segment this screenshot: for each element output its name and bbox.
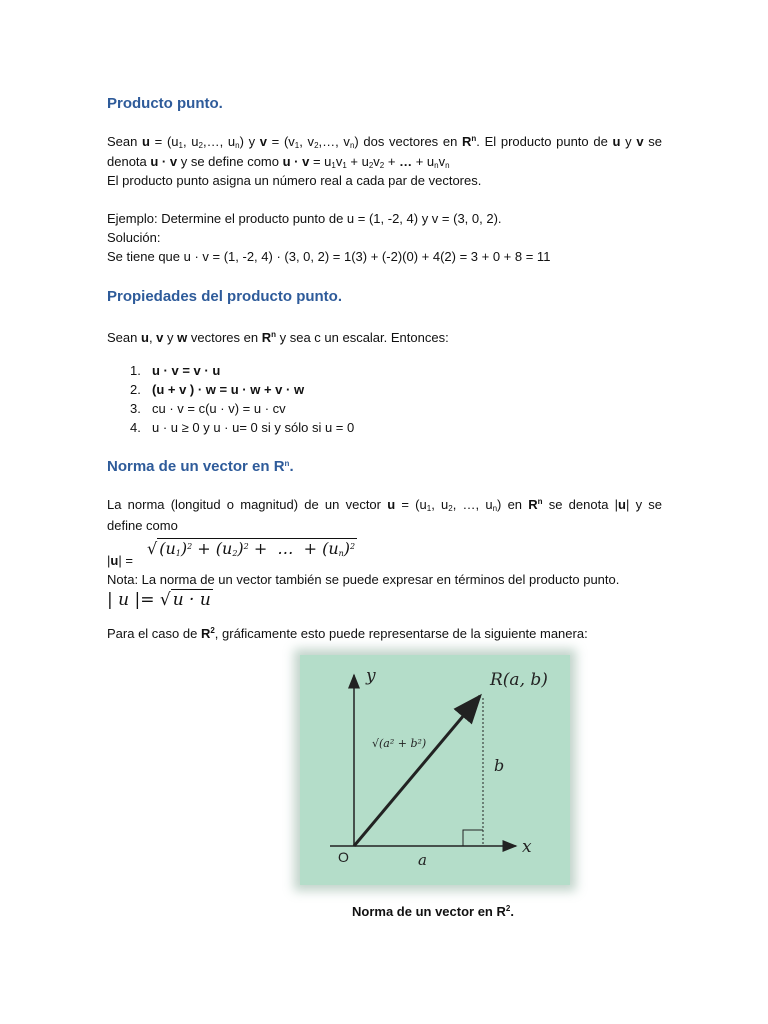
a-label: a (418, 851, 427, 869)
solution-result: Se tiene que u · v = (1, -2, 4) · (3, 0, 2) = 1(3) + (-2)(0) + 4(2) = 3 + 0 + 8 = 11 (107, 249, 551, 264)
vector-diagram (300, 655, 570, 885)
heading-norma: Norma de un vector en $R^n$. (107, 458, 294, 475)
paragraph-definition-line2: denota u · v y se define como $u \cdot v = u_1v_1 + u_2v_2$ + … + $u_nv_n$ (107, 154, 450, 170)
norm-formula: √ $(u_1)^2 + (u_2)^2$ + … + $(u_n)^2$ (147, 539, 356, 558)
solution-label: Solución: (107, 230, 161, 245)
norm-definition-line1: La norma (longitud o magnitud) de un vector $u = (u_1$, $u_2$, …, $u_n$) en $R^n$ se denota |u| y se (107, 497, 663, 513)
paragraph-definition-line1: Sean $u = (u_1$, $u_2,\dots$, $u_n$) y $v = (v_1$, $v_2,\dots$, $v_n$) dos vectores en $R^n$. El producto punto de u y v se (107, 134, 662, 150)
r2-intro: Para el caso de $R^2$, gráficamente esto puede representarse de la siguiente manera: (107, 626, 588, 641)
x-axis-label: x (522, 837, 532, 857)
property-item-3: 3. cu · v = c(u · v) = u · cv (130, 401, 286, 416)
vector-arrow (354, 696, 480, 846)
example-statement: Ejemplo: Determine el producto punto de u = (1, -2, 4) y v = (3, 0, 2). (107, 211, 502, 226)
point-label: R(a, b) (490, 670, 548, 690)
b-label: b (494, 756, 505, 775)
right-angle-mark (463, 830, 483, 846)
vector-norm-figure (300, 655, 570, 885)
paragraph-real-number: El producto punto asigna un número real a cada par de vectores. (107, 173, 482, 188)
figure-caption: Norma de un vector en $R^2$. (352, 904, 514, 919)
norm-note: Nota: La norma de un vector también se puede expresar en términos del producto punto. (107, 572, 620, 587)
heading-propiedades: Propiedades del producto punto. (107, 288, 343, 305)
norm-dot-formula: | u |= √ u · u (107, 590, 211, 610)
origin-label: O (338, 849, 349, 865)
properties-intro: Sean u, v y w vectores en $R^n$ y sea c un escalar. Entonces: (107, 330, 449, 345)
property-item-4: 4. u · u ≥ 0 y u · u= 0 si y sólo si u = 0 (130, 420, 355, 435)
heading-producto-punto: Producto punto. (107, 95, 223, 112)
property-item-2: 2. (u + v ) · w = u · w + v · w (130, 382, 305, 397)
norm-definition-line2: define como (107, 518, 178, 533)
hypotenuse-label: √(a² + b²) (372, 737, 427, 750)
norm-formula-lhs: |u| = (107, 553, 133, 568)
y-axis-label: y (366, 666, 376, 686)
property-item-1: 1. u · v = v · u (130, 363, 221, 378)
